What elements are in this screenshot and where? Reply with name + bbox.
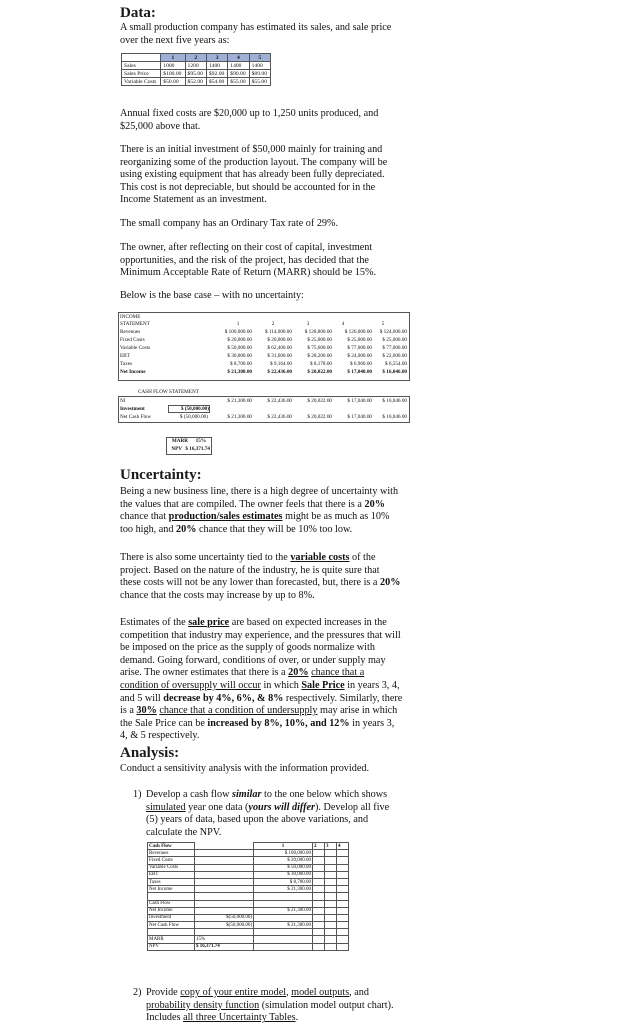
sim-cell bbox=[254, 936, 313, 943]
sim-cell bbox=[313, 936, 325, 943]
sim-row-label: Net Cash Flow bbox=[148, 922, 195, 929]
is-cell: $ 6,960.00 bbox=[349, 361, 372, 367]
is-row bbox=[118, 368, 408, 376]
text-run: may arise in which the Sale Price can be bbox=[120, 705, 398, 729]
text-run: of the project. Based on the nature of the industry, he is quite sure that these costs will not be any lower than forecasted, but, there is a bbox=[120, 552, 380, 589]
sim-cell bbox=[325, 864, 337, 871]
table-row bbox=[148, 864, 349, 871]
cell: $95.00 bbox=[185, 70, 206, 78]
cell: $55.00 bbox=[249, 78, 270, 86]
bold-underline-run: production/sales estimates bbox=[168, 511, 283, 523]
row-label: Variable Costs bbox=[122, 78, 161, 86]
is-cell: $ 20,000.00 bbox=[267, 337, 292, 343]
uncertainty-heading: Uncertainty: bbox=[120, 467, 202, 483]
table-row bbox=[148, 914, 349, 921]
sim-cell bbox=[195, 900, 254, 907]
marr-label: MARR bbox=[171, 438, 188, 444]
sim-cell bbox=[325, 857, 337, 864]
sim-cell bbox=[337, 864, 349, 871]
sim-cell bbox=[313, 929, 325, 936]
bold-underline-run: Sale Price bbox=[301, 679, 345, 691]
is-cell: $ 31,600.00 bbox=[267, 353, 292, 359]
sim-cell bbox=[195, 907, 254, 914]
sim-cell bbox=[325, 914, 337, 921]
table-header-year: 2 bbox=[185, 54, 206, 62]
sim-cell bbox=[313, 922, 325, 929]
text-run: Develop a cash flow bbox=[146, 789, 232, 800]
underline-run: all three Uncertainty Tables bbox=[183, 1012, 296, 1024]
sim-row-label: NPV bbox=[148, 943, 195, 950]
sim-header-year: 3 bbox=[325, 843, 337, 850]
uncertainty-paragraph-2 bbox=[120, 552, 403, 602]
cf-cell-year0: $ (50,000.00) bbox=[179, 414, 208, 420]
sim-cell bbox=[313, 878, 325, 885]
table-row bbox=[148, 936, 349, 943]
row-label: Sales Price bbox=[122, 70, 161, 78]
sim-cell bbox=[195, 886, 254, 893]
sim-cell bbox=[325, 936, 337, 943]
data-heading: Data: bbox=[120, 5, 156, 21]
uncertainty-paragraph-1 bbox=[120, 486, 403, 536]
is-year-header: 4 bbox=[341, 321, 345, 327]
sim-cell: $ 16,371.74 bbox=[195, 943, 254, 950]
cf-row bbox=[118, 397, 408, 405]
sim-cell bbox=[313, 886, 325, 893]
cell: 1000 bbox=[161, 62, 185, 70]
sim-cell bbox=[254, 929, 313, 936]
cf-cell: $ 20,022.00 bbox=[307, 414, 332, 420]
cf-row-label: Investment bbox=[120, 406, 145, 412]
text-run: , bbox=[286, 987, 292, 998]
cf-row-label: NI bbox=[120, 398, 126, 404]
table-row bbox=[148, 886, 349, 893]
is-cell: $ 24,000.00 bbox=[347, 353, 372, 359]
sim-row-label: Investment bbox=[148, 914, 195, 921]
is-cell: $ 30,000.00 bbox=[227, 353, 252, 359]
is-row-label: Net Income bbox=[120, 369, 146, 375]
is-cell: $ 128,800.00 bbox=[304, 329, 332, 335]
bold-underline-run: 20% bbox=[288, 667, 309, 679]
sim-cell bbox=[325, 922, 337, 929]
sim-header-row bbox=[148, 843, 349, 850]
sim-cell bbox=[325, 871, 337, 878]
table-header-year: 4 bbox=[228, 54, 249, 62]
cell: $90.00 bbox=[228, 70, 249, 78]
is-cell: $ 50,000.00 bbox=[227, 345, 252, 351]
is-row-label: Revenues bbox=[120, 329, 141, 335]
cell: $89.00 bbox=[249, 70, 270, 78]
table-row-blank bbox=[148, 893, 349, 900]
npv-label: NPV bbox=[171, 446, 182, 452]
cell: 1200 bbox=[185, 62, 206, 70]
item-2-number: 2) bbox=[133, 987, 142, 998]
table-row bbox=[122, 78, 271, 86]
is-cell: $ 62,400.00 bbox=[267, 345, 292, 351]
is-year-header: 3 bbox=[306, 321, 310, 327]
analysis-intro: Conduct a sensitivity analysis with the information provided. bbox=[120, 763, 369, 774]
is-row-label: Variable Costs bbox=[120, 345, 151, 351]
sim-row-label: Revenues bbox=[148, 850, 195, 857]
table-row bbox=[122, 70, 271, 78]
bold-underline-run: sale price bbox=[188, 617, 230, 628]
is-cell: $ 20,022.00 bbox=[307, 369, 332, 375]
is-cell: $ 126,000.00 bbox=[344, 329, 372, 335]
text-run: in years 3, 4, & 5 respectively. bbox=[120, 717, 395, 742]
text-run: Estimates of the bbox=[120, 617, 189, 628]
text-run: (simulation model output chart). Includes bbox=[146, 999, 394, 1024]
sim-row-label: Cash Flow bbox=[148, 900, 195, 907]
sim-cell: $ 20,000.00 bbox=[254, 857, 313, 864]
sim-cell bbox=[337, 929, 349, 936]
is-cell: $ 22,600.00 bbox=[382, 353, 407, 359]
cf-cell: $ 17,040.00 bbox=[347, 398, 372, 404]
is-row bbox=[118, 328, 408, 336]
underline-run: copy of your entire model bbox=[180, 987, 287, 998]
is-cell: $ 28,200.00 bbox=[307, 353, 332, 359]
sim-cell bbox=[313, 943, 325, 950]
is-row-label: EBT bbox=[120, 353, 130, 359]
sim-cell bbox=[148, 929, 195, 936]
item-2-text bbox=[146, 987, 396, 1025]
fixed-costs-text: Annual fixed costs are $20,000 up to 1,250 units produced, and $25,000 above that. bbox=[120, 108, 379, 132]
is-cell: $ 22,436.00 bbox=[267, 369, 292, 375]
is-cell: $ 20,000.00 bbox=[227, 337, 252, 343]
cell: 1400 bbox=[228, 62, 249, 70]
sim-cell bbox=[325, 893, 337, 900]
sim-cell bbox=[313, 864, 325, 871]
table-row bbox=[148, 878, 349, 885]
sim-cell bbox=[337, 900, 349, 907]
table-row bbox=[148, 871, 349, 878]
item-1-text bbox=[146, 789, 396, 839]
is-cell: $ 75,600.00 bbox=[307, 345, 332, 351]
analysis-heading: Analysis: bbox=[120, 745, 180, 761]
sim-cell bbox=[313, 914, 325, 921]
sim-row-label: Variable Costs bbox=[148, 864, 195, 871]
cell: $50.00 bbox=[161, 78, 185, 86]
sim-cell bbox=[325, 850, 337, 857]
sim-cell bbox=[313, 907, 325, 914]
text-run: chance that they will be 10% too low. bbox=[196, 523, 353, 535]
text-run: . bbox=[295, 1012, 299, 1024]
sim-cell bbox=[325, 878, 337, 885]
cf-row bbox=[118, 405, 408, 413]
simulated-cash-flow-table bbox=[147, 842, 349, 951]
sim-cell bbox=[254, 893, 313, 900]
bold-underline-run: 30% bbox=[136, 705, 157, 717]
text-run: might be as much as 10% too high, and bbox=[120, 511, 390, 535]
is-year-header: 5 bbox=[381, 321, 385, 327]
table-row bbox=[148, 850, 349, 857]
sim-row-label: Fixed Costs bbox=[148, 857, 195, 864]
underline-run: chance that a condition of oversupply will occur bbox=[120, 667, 365, 691]
sim-cell: $ 21,300.00 bbox=[254, 922, 313, 929]
bold-run: 20% bbox=[176, 523, 197, 535]
cf-cell: $ 22,436.00 bbox=[267, 414, 292, 420]
sim-cell bbox=[337, 857, 349, 864]
underline-run: model outputs bbox=[291, 987, 350, 998]
text-run: Provide bbox=[146, 987, 181, 998]
is-cell: $ 8,178.00 bbox=[309, 361, 332, 367]
sim-cell bbox=[313, 850, 325, 857]
bold-run: 20% bbox=[364, 498, 385, 510]
cell: $52.00 bbox=[185, 78, 206, 86]
is-title-line1: INCOME bbox=[120, 314, 141, 320]
sim-cell bbox=[195, 893, 254, 900]
sim-cell: $(50,000.00) bbox=[195, 914, 254, 921]
is-year-header: 1 bbox=[236, 321, 240, 327]
cell: 1400 bbox=[206, 62, 227, 70]
sim-cell: $ 50,000.00 bbox=[254, 864, 313, 871]
sim-cell bbox=[195, 857, 254, 864]
uncertainty-paragraph-3 bbox=[120, 617, 403, 743]
sim-cell bbox=[254, 943, 313, 950]
sim-row-label: Taxes bbox=[148, 878, 195, 885]
is-cell: $ 16,046.00 bbox=[382, 369, 407, 375]
table-header-year: 3 bbox=[206, 54, 227, 62]
table-header-blank bbox=[122, 54, 161, 62]
sim-cell: $ 30,000.00 bbox=[254, 871, 313, 878]
sim-cell bbox=[337, 922, 349, 929]
sales-estimate-table bbox=[121, 53, 271, 86]
cf-row bbox=[118, 413, 408, 421]
is-cell: $ 9,164.00 bbox=[269, 361, 292, 367]
is-row bbox=[118, 336, 408, 344]
sim-cell bbox=[148, 893, 195, 900]
sim-cell bbox=[337, 850, 349, 857]
sim-header-year: 2 bbox=[313, 843, 325, 850]
text-run: chance that the costs may increase by up to 8%. bbox=[120, 589, 315, 601]
sim-cell bbox=[337, 886, 349, 893]
sim-cell bbox=[254, 900, 313, 907]
sim-cell: $ 21,300.00 bbox=[254, 886, 313, 893]
item-1-number: 1) bbox=[133, 789, 142, 800]
table-row bbox=[148, 943, 349, 950]
sim-cell: $ 8,700.00 bbox=[254, 878, 313, 885]
table-header-year: 1 bbox=[161, 54, 185, 62]
sim-cell bbox=[325, 929, 337, 936]
data-intro: A small production company has estimated its sales, and sale price over the next five years as: bbox=[120, 22, 392, 46]
sim-cell bbox=[195, 871, 254, 878]
is-row bbox=[118, 352, 408, 360]
table-header-row bbox=[122, 54, 271, 62]
is-cell: $ 21,300.00 bbox=[227, 369, 252, 375]
table-row bbox=[148, 900, 349, 907]
investment-text: There is an initial investment of $50,000 mainly for training and reorganizing some of the production layout. The company will be using existing equipment that has already been fully depreciated. This cost is not depreciable, but should be accounted for in the Income Statement as an investment. bbox=[120, 144, 388, 206]
cell: $55.00 bbox=[228, 78, 249, 86]
cf-cell: $ 16,046.00 bbox=[382, 398, 407, 404]
sim-cell bbox=[195, 843, 254, 850]
cf-cell: $ 22,436.00 bbox=[267, 398, 292, 404]
text-run: , and bbox=[349, 987, 369, 998]
bold-run: increased by 8%, 10%, and 12% bbox=[207, 717, 350, 729]
is-cell: $ 77,000.00 bbox=[347, 345, 372, 351]
sim-cell: $ 100,000.00 bbox=[254, 850, 313, 857]
is-row bbox=[118, 360, 408, 368]
cf-cell: $ 20,022.00 bbox=[307, 398, 332, 404]
sim-cell bbox=[337, 871, 349, 878]
is-cell: $ 25,000.00 bbox=[307, 337, 332, 343]
is-cell: $ 77,000.00 bbox=[382, 345, 407, 351]
sim-cell: 15% bbox=[195, 936, 254, 943]
table-row bbox=[148, 907, 349, 914]
text-run: There is also some uncertainty tied to the bbox=[120, 552, 291, 563]
sim-cell bbox=[337, 878, 349, 885]
sim-cell bbox=[195, 864, 254, 871]
row-label: Sales bbox=[122, 62, 161, 70]
sim-cell: $(50,000.00) bbox=[195, 922, 254, 929]
cell: $100.00 bbox=[161, 70, 185, 78]
is-cell: $ 8,700.00 bbox=[229, 361, 252, 367]
income-statement bbox=[118, 312, 410, 458]
is-cell: $ 17,040.00 bbox=[347, 369, 372, 375]
cf-cell: $ 16,046.00 bbox=[382, 414, 407, 420]
text-run: respectively. Similarly, there is a bbox=[120, 692, 403, 717]
marr-text: The owner, after reflecting on their cost of capital, investment opportunities, and the risk of the project, has decided that the Minimum Acceptable Rate of Return (MARR) should be 15%. bbox=[120, 242, 377, 279]
sim-header-year: 1 bbox=[254, 843, 313, 850]
sim-cell bbox=[195, 878, 254, 885]
marr-value: 15% bbox=[195, 438, 206, 444]
is-cell: $ 114,000.00 bbox=[264, 329, 292, 335]
bold-italic-run: similar bbox=[232, 789, 262, 800]
is-row bbox=[118, 344, 408, 352]
underline-run: simulated bbox=[146, 801, 186, 813]
sim-row-label: EBT bbox=[148, 871, 195, 878]
sim-cell bbox=[337, 936, 349, 943]
sim-cell bbox=[325, 943, 337, 950]
sim-row-label: MARR bbox=[148, 936, 195, 943]
sim-row-label: Net Income bbox=[148, 886, 195, 893]
sim-cell bbox=[195, 850, 254, 857]
table-row bbox=[148, 922, 349, 929]
text-run: in which bbox=[260, 679, 302, 691]
cash-flow-title: CASH FLOW STATEMENT bbox=[138, 389, 199, 395]
sim-cell bbox=[325, 907, 337, 914]
cell: $92.00 bbox=[206, 70, 227, 78]
sim-cell bbox=[254, 914, 313, 921]
text-run: Being a new business line, there is a high degree of uncertainty with the values that are compiled. The owner feels that there is a bbox=[120, 486, 399, 510]
sim-cell bbox=[325, 886, 337, 893]
text-run: in years 3, 4, and 5 will bbox=[120, 679, 400, 704]
sim-cell: $ 21,300.00 bbox=[254, 907, 313, 914]
bold-underline-run: variable costs bbox=[290, 552, 350, 563]
cf-cell: $ 21,300.00 bbox=[227, 414, 252, 420]
cf-cell: $ 21,300.00 bbox=[227, 398, 252, 404]
is-cell: $ 6,554.00 bbox=[384, 361, 407, 367]
text-run: to the one below which shows bbox=[261, 789, 388, 800]
cell: $54.00 bbox=[206, 78, 227, 86]
sim-cell bbox=[313, 871, 325, 878]
cell: 1400 bbox=[249, 62, 270, 70]
sim-cell bbox=[313, 900, 325, 907]
bold-run: 20% bbox=[380, 577, 401, 589]
npv-value: $ 16,371.74 bbox=[185, 446, 210, 452]
is-title-line2: STATEMENT bbox=[120, 321, 150, 327]
sim-cell bbox=[337, 914, 349, 921]
is-row-label: Fixed Costs bbox=[120, 337, 145, 343]
text-run: year one data ( bbox=[185, 801, 249, 813]
sim-row-label: Net Income bbox=[148, 907, 195, 914]
cf-cell-year0: $ (50,000.00) bbox=[168, 405, 210, 413]
sim-cell bbox=[313, 857, 325, 864]
table-header-year: 5 bbox=[249, 54, 270, 62]
is-cell: $ 25,000.00 bbox=[347, 337, 372, 343]
table-row bbox=[122, 62, 271, 70]
bold-run: decrease by 4%, 6%, & 8% bbox=[163, 692, 284, 704]
sim-cell bbox=[325, 900, 337, 907]
text-run: chance that bbox=[120, 511, 169, 523]
underline-run: probability density function bbox=[146, 999, 260, 1011]
bold-italic-run: yours will differ bbox=[248, 801, 316, 813]
text-run: are based on expected increases in the competition that industry may experience, and the pressures that will be imposed on the price as the supply of goods normalize with demand. Going forward, conditions of over, or under supply may arise. The owner estimates that there is a bbox=[120, 617, 401, 679]
sim-cell bbox=[195, 929, 254, 936]
table-row bbox=[148, 857, 349, 864]
is-year-header: 2 bbox=[271, 321, 275, 327]
sim-header-year: 4 bbox=[337, 843, 349, 850]
is-cell: $ 124,600.00 bbox=[379, 329, 407, 335]
sim-header-label: Cash Flow bbox=[148, 843, 195, 850]
sim-cell bbox=[337, 943, 349, 950]
sim-cell bbox=[337, 907, 349, 914]
is-cell: $ 100,000.00 bbox=[224, 329, 252, 335]
cf-row-label: Net Cash Flow bbox=[120, 414, 152, 420]
text-run: ). Develop all five (5) years of data, based upon the above variations, and calculate the NPV. bbox=[146, 801, 390, 838]
is-cell: $ 25,000.00 bbox=[382, 337, 407, 343]
table-row-blank bbox=[148, 929, 349, 936]
cf-cell: $ 17,040.00 bbox=[347, 414, 372, 420]
sim-cell bbox=[313, 893, 325, 900]
underline-run: chance that a condition of undersupply bbox=[159, 705, 318, 717]
sim-cell bbox=[337, 893, 349, 900]
is-row-label: Taxes bbox=[120, 361, 133, 367]
tax-text: The small company has an Ordinary Tax rate of 29%. bbox=[120, 218, 339, 229]
base-case-text: Below is the base case – with no uncertainty: bbox=[120, 290, 304, 301]
